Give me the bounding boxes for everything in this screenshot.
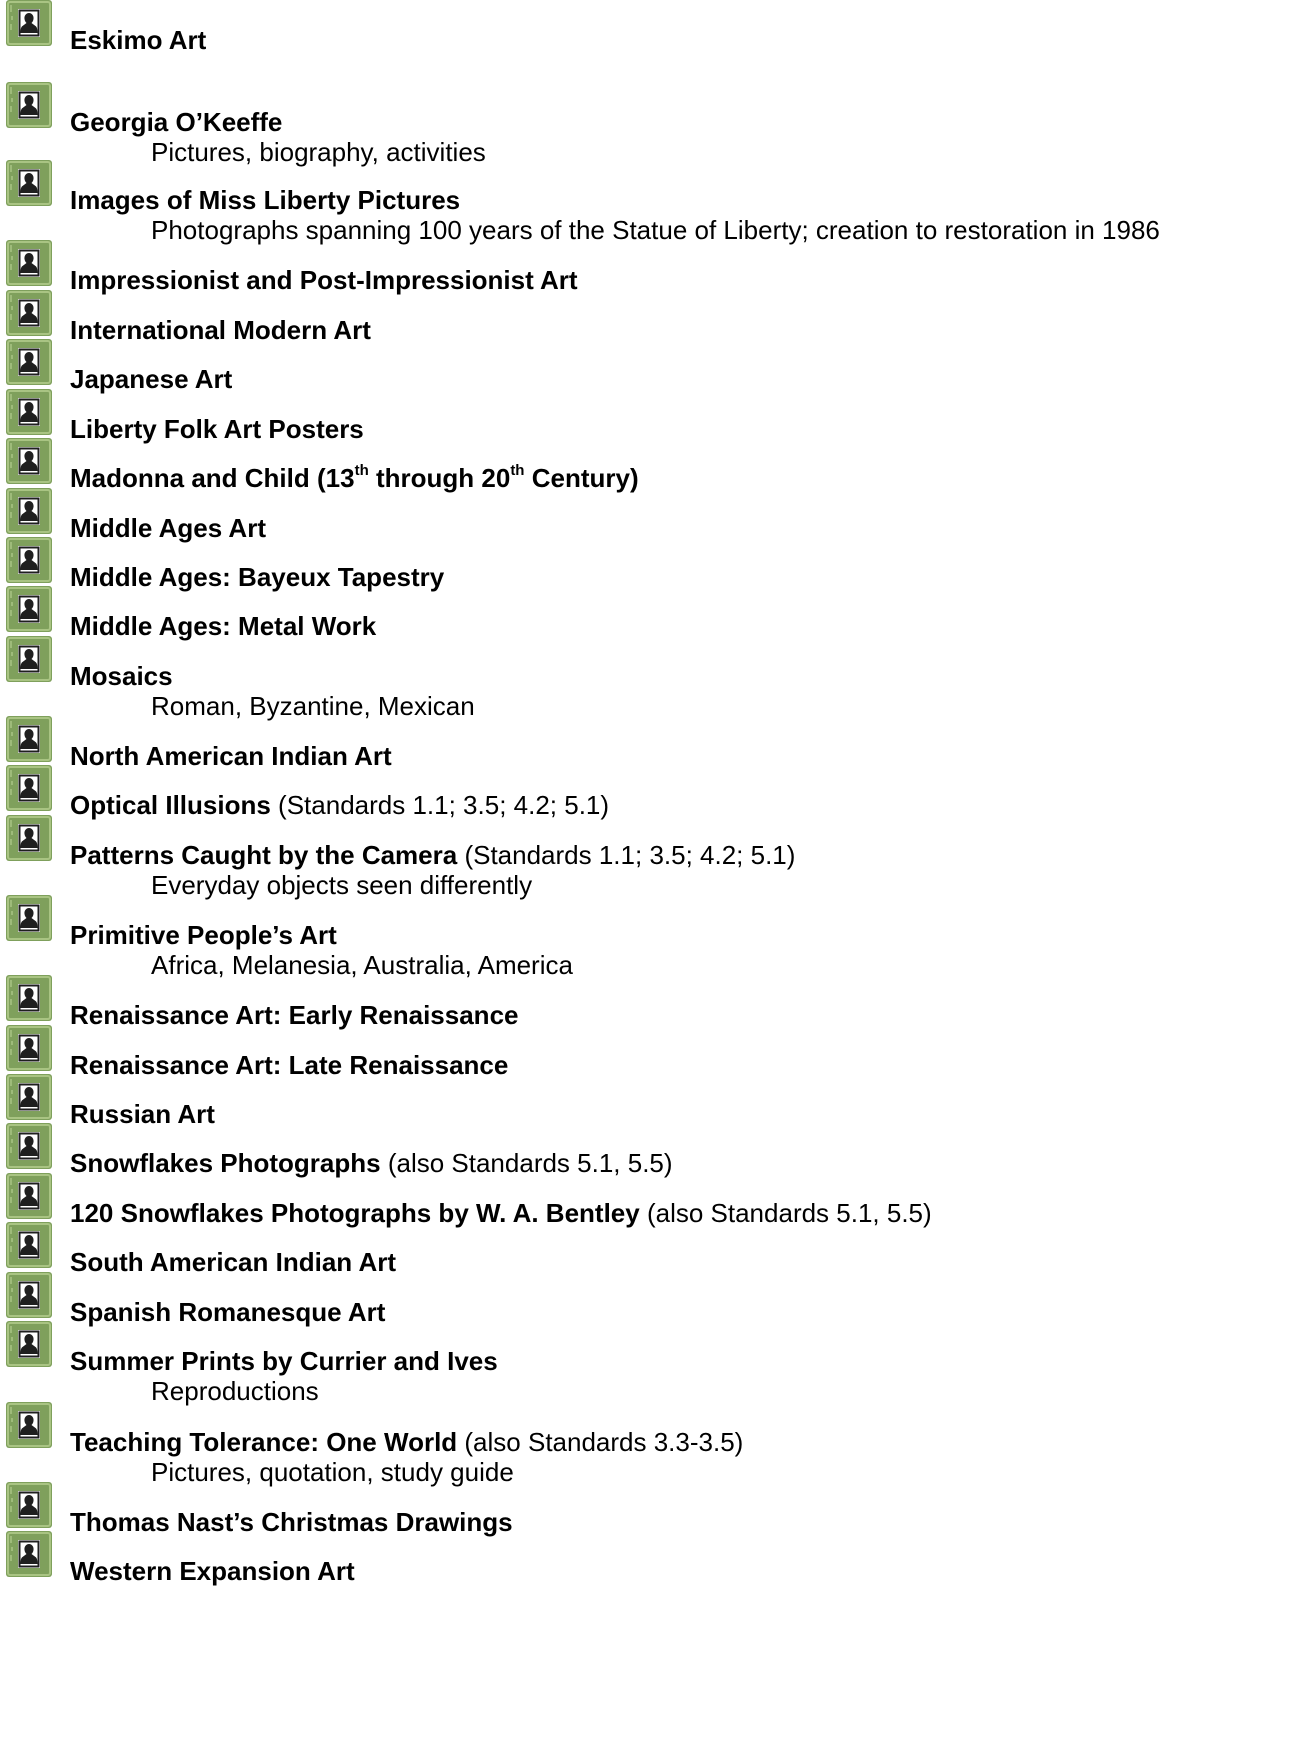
item-title-line bbox=[70, 25, 206, 55]
item-title-line bbox=[70, 463, 639, 493]
item-title-line bbox=[70, 513, 266, 543]
item-description: Everyday objects seen differently bbox=[151, 870, 533, 900]
item-title[interactable]: Teaching Tolerance: One World bbox=[70, 1427, 458, 1457]
item-standards-note: (Standards 1.1; 3.5; 4.2; 5.1) bbox=[457, 840, 796, 870]
item-description: Reproductions bbox=[151, 1376, 319, 1406]
item-standards-note: (also Standards 5.1, 5.5) bbox=[380, 1148, 673, 1178]
item-title[interactable]: Liberty Folk Art Posters bbox=[70, 414, 364, 444]
item-title[interactable]: International Modern Art bbox=[70, 315, 371, 345]
item-standards-note: (also Standards 5.1, 5.5) bbox=[639, 1198, 932, 1228]
item-title-line bbox=[70, 1050, 508, 1080]
item-title-line bbox=[70, 414, 364, 444]
item-title-line bbox=[70, 1198, 932, 1228]
item-title[interactable]: Thomas Nast’s Christmas Drawings bbox=[70, 1507, 513, 1537]
title-part: Century) bbox=[524, 463, 639, 493]
item-title-line bbox=[70, 661, 173, 691]
item-title-line bbox=[70, 107, 282, 137]
item-title-line bbox=[70, 611, 376, 641]
ordinal-suffix: th bbox=[354, 462, 369, 480]
item-description: Photographs spanning 100 years of the Statue of Liberty; creation to restoration in 1986 bbox=[151, 215, 1160, 245]
picture-frame-icon bbox=[6, 290, 52, 336]
picture-frame-icon bbox=[6, 815, 52, 861]
picture-frame-icon bbox=[6, 160, 52, 206]
item-title[interactable]: Eskimo Art bbox=[70, 25, 207, 55]
picture-frame-icon bbox=[6, 438, 52, 484]
item-title-line bbox=[70, 364, 232, 394]
item-title-line bbox=[70, 1148, 673, 1178]
item-title-line bbox=[70, 1507, 513, 1537]
item-title[interactable]: South American Indian Art bbox=[70, 1247, 396, 1277]
item-title[interactable]: Middle Ages: Metal Work bbox=[70, 611, 377, 641]
picture-frame-icon bbox=[6, 1173, 52, 1219]
item-title[interactable]: Russian Art bbox=[70, 1099, 215, 1129]
item-title[interactable]: Georgia O’Keeffe bbox=[70, 107, 283, 137]
item-title-line bbox=[70, 1099, 215, 1129]
item-title-line bbox=[70, 840, 795, 870]
item-title[interactable]: Impressionist and Post-Impressionist Art bbox=[70, 265, 578, 295]
item-title[interactable]: Renaissance Art: Late Renaissance bbox=[70, 1050, 509, 1080]
picture-frame-icon bbox=[6, 1025, 52, 1071]
item-title-line bbox=[70, 1247, 396, 1277]
picture-frame-icon bbox=[6, 1482, 52, 1528]
item-title-line bbox=[70, 1427, 743, 1457]
title-part: through 20 bbox=[368, 463, 511, 493]
picture-frame-icon bbox=[6, 765, 52, 811]
item-title-line bbox=[70, 1556, 355, 1586]
item-title[interactable]: Mosaics bbox=[70, 661, 173, 691]
item-description: Africa, Melanesia, Australia, America bbox=[151, 950, 573, 980]
picture-frame-icon bbox=[6, 895, 52, 941]
item-title-line bbox=[70, 790, 609, 820]
item-title[interactable]: 120 Snowflakes Photographs by W. A. Bentley bbox=[70, 1198, 640, 1228]
picture-frame-icon bbox=[6, 389, 52, 435]
item-title[interactable]: Spanish Romanesque Art bbox=[70, 1297, 386, 1327]
picture-frame-icon bbox=[6, 1074, 52, 1120]
item-title[interactable]: Summer Prints by Currier and Ives bbox=[70, 1346, 498, 1376]
item-description: Roman, Byzantine, Mexican bbox=[151, 691, 475, 721]
picture-frame-icon bbox=[6, 0, 52, 46]
item-title[interactable]: Snowflakes Photographs bbox=[70, 1148, 381, 1178]
picture-frame-icon bbox=[6, 1272, 52, 1318]
item-title[interactable]: North American Indian Art bbox=[70, 741, 392, 771]
title-part: Madonna and Child (13 bbox=[70, 463, 355, 493]
item-title[interactable]: Renaissance Art: Early Renaissance bbox=[70, 1000, 519, 1030]
item-description: Pictures, quotation, study guide bbox=[151, 1457, 514, 1487]
picture-frame-icon bbox=[6, 339, 52, 385]
item-title[interactable]: Images of Miss Liberty Pictures bbox=[70, 185, 461, 215]
picture-frame-icon bbox=[6, 1402, 52, 1448]
item-standards-note: (also Standards 3.3-3.5) bbox=[457, 1427, 744, 1457]
item-title-line bbox=[70, 265, 578, 295]
picture-frame-icon bbox=[6, 1321, 52, 1367]
picture-frame-icon bbox=[6, 586, 52, 632]
item-title[interactable]: Middle Ages Art bbox=[70, 513, 266, 543]
picture-frame-icon bbox=[6, 240, 52, 286]
item-title[interactable]: Middle Ages: Bayeux Tapestry bbox=[70, 562, 445, 592]
item-title[interactable] bbox=[70, 463, 639, 493]
picture-frame-icon bbox=[6, 537, 52, 583]
picture-frame-icon bbox=[6, 1531, 52, 1577]
item-title[interactable]: Western Expansion Art bbox=[70, 1556, 355, 1586]
item-title-line bbox=[70, 185, 460, 215]
item-title[interactable]: Japanese Art bbox=[70, 364, 233, 394]
item-title[interactable]: Patterns Caught by the Camera bbox=[70, 840, 458, 870]
picture-frame-icon bbox=[6, 82, 52, 128]
item-title[interactable]: Optical Illusions bbox=[70, 790, 271, 820]
item-title-line bbox=[70, 741, 392, 771]
item-title-line bbox=[70, 1346, 498, 1376]
item-title-line bbox=[70, 562, 444, 592]
item-title-line bbox=[70, 1000, 519, 1030]
picture-frame-icon bbox=[6, 1222, 52, 1268]
picture-frame-icon bbox=[6, 716, 52, 762]
item-title[interactable]: Primitive People’s Art bbox=[70, 920, 337, 950]
picture-frame-icon bbox=[6, 975, 52, 1021]
item-description: Pictures, biography, activities bbox=[151, 137, 486, 167]
item-standards-note: (Standards 1.1; 3.5; 4.2; 5.1) bbox=[270, 790, 610, 820]
item-title-line bbox=[70, 1297, 385, 1327]
item-title-line bbox=[70, 920, 337, 950]
item-title-line bbox=[70, 315, 371, 345]
picture-frame-icon bbox=[6, 1123, 52, 1169]
picture-frame-icon bbox=[6, 636, 52, 682]
ordinal-suffix: th bbox=[510, 462, 525, 480]
picture-frame-icon bbox=[6, 488, 52, 534]
